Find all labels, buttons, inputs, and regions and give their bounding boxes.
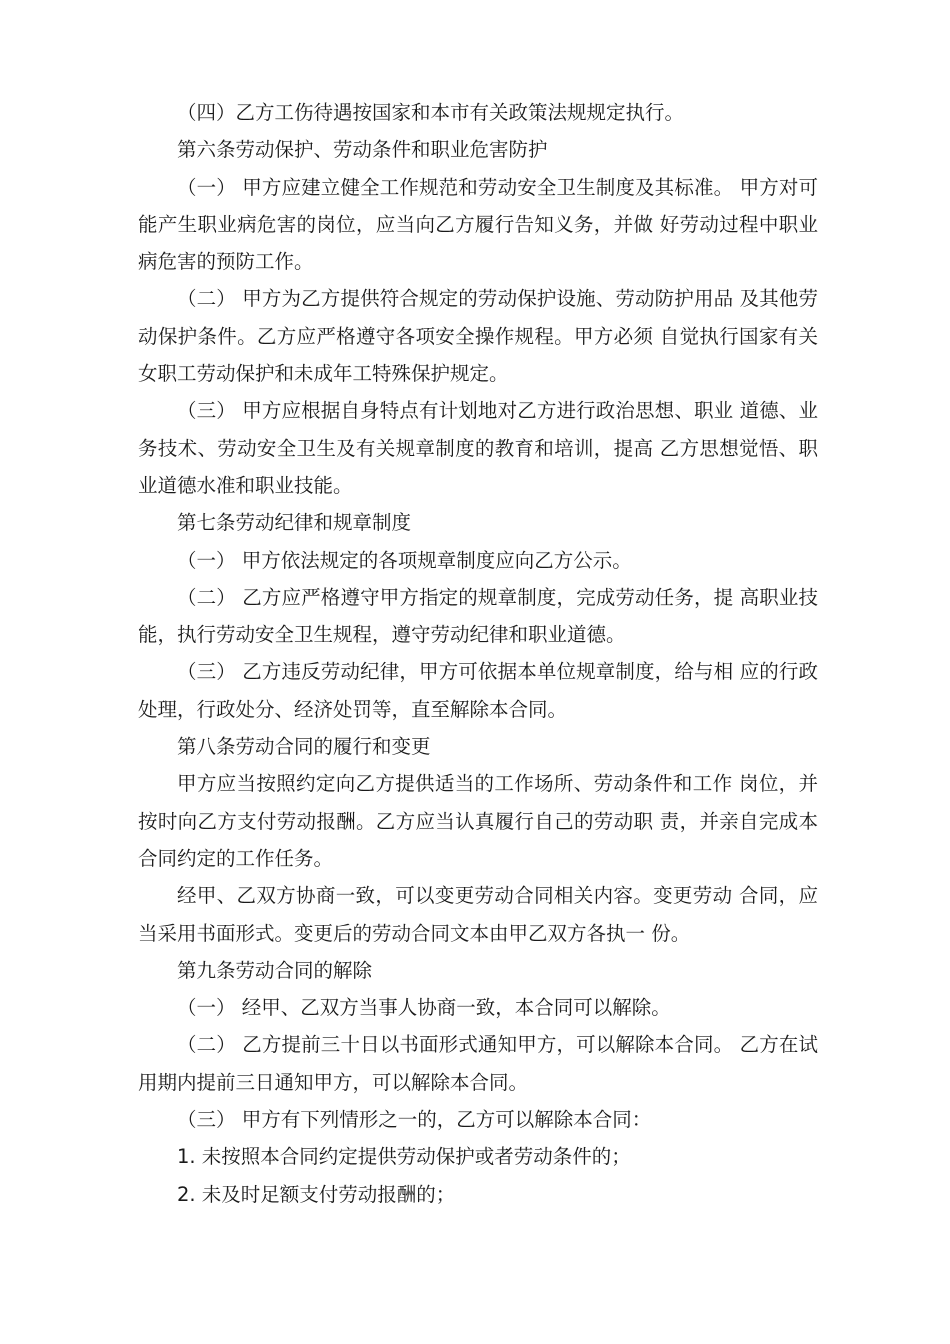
paragraph-6-2: （二） 甲方为乙方提供符合规定的劳动保护设施、劳动防护用品 及其他劳动保护条件。乙方应严格遵守各项安全操作规程。甲方必须 自觉执行国家有关女职工劳动保护和未成年工特殊保护规定。 xyxy=(138,287,818,386)
article-8-heading: 第八条劳动合同的履行和变更 xyxy=(177,735,431,759)
document-body xyxy=(138,94,818,1213)
article-6-heading: 第六条劳动保护、劳动条件和职业危害防护 xyxy=(177,138,548,162)
paragraph-6-3: （三） 甲方应根据自身特点有计划地对乙方进行政治思想、职业 道德、业务技术、劳动安全卫生及有关规章制度的教育和培训，提高 乙方思想觉悟、职业道德水准和职业技能。 xyxy=(138,399,818,497)
article-9-heading: 第九条劳动合同的解除 xyxy=(177,958,373,982)
article-7-heading: 第七条劳动纪律和规章制度 xyxy=(177,511,412,535)
paragraph-6-1: （一） 甲方应建立健全工作规范和劳动安全卫生制度及其标准。 甲方对可能产生职业病危害的岗位，应当向乙方履行告知义务，并做 好劳动过程中职业病危害的预防工作。 xyxy=(138,175,818,274)
paragraph-7-1: （一） 甲方依法规定的各项规章制度应向乙方公示。 xyxy=(177,548,632,572)
paragraph-7-2: （二） 乙方应严格遵守甲方指定的规章制度，完成劳动任务，提 高职业技能，执行劳动安全卫生规程，遵守劳动纪律和职业道德。 xyxy=(138,585,818,647)
list-item-1: 1. 未按照本合同约定提供劳动保护或者劳动条件的； xyxy=(177,1145,631,1169)
paragraph-9-1: （一） 经甲、乙双方当事人协商一致，本合同可以解除。 xyxy=(177,996,671,1020)
list-item-2: 2. 未及时足额支付劳动报酬的； xyxy=(177,1182,456,1206)
paragraph-9-2: （二） 乙方提前三十日以书面形式通知甲方，可以解除本合同。 乙方在试用期内提前三日通知甲方，可以解除本合同。 xyxy=(138,1033,818,1094)
paragraph-7-3: （三） 乙方违反劳动纪律，甲方可依据本单位规章制度，给与相 应的行政处理，行政处分、经济处罚等，直至解除本合同。 xyxy=(138,660,818,721)
paragraph-work-injury: （四）乙方工伤待遇按国家和本市有关政策法规规定执行。 xyxy=(177,101,685,124)
paragraph-8-2: 经甲、乙双方协商一致，可以变更劳动合同相关内容。变更劳动 合同，应当采用书面形式。变更后的劳动合同文本由甲乙双方各执一 份。 xyxy=(138,884,818,945)
paragraph-8-1: 甲方应当按照约定向乙方提供适当的工作场所、劳动条件和工作 岗位，并按时向乙方支付劳动报酬。乙方应当认真履行自己的劳动职 责，并亲自完成本合同约定的工作任务。 xyxy=(138,772,818,870)
paragraph-9-3: （三） 甲方有下列情形之一的，乙方可以解除本合同： xyxy=(177,1108,652,1132)
